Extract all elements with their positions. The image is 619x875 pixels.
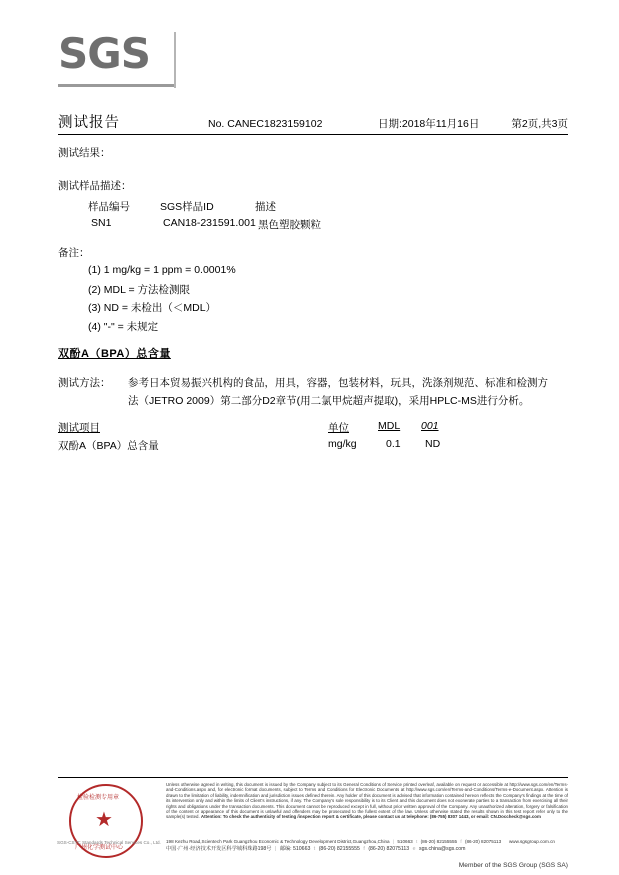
attention-text: Attention: To check the authenticity of testing /inspection report & certificate, please contact us at telephone: (86-755) 8307 1443, or email: CN.Doccheck@sgs.com [200,814,541,820]
method-line: 法（JETRO 2009）第二部分D2章节(用二氯甲烷超声提取)，采用HPLC-MS进行分析。 [128,395,530,407]
table-row [88,217,408,232]
separator: t [313,845,316,852]
separator: | [392,839,395,844]
results-label: 测试结果： [58,147,111,159]
method-label: 测试方法： [58,377,111,389]
method-line: 参考日本贸易振兴机构的食品，用具，容器，包装材料，玩具，洗涤剂规范、标准和检测方 [128,377,548,389]
footer-member-text: Member of the SGS Group (SGS SA) [458,862,568,869]
fax-en: (86-20) 82075113 [464,839,502,844]
report-number: No. CANEC1823159102 [208,118,323,130]
footer-divider [58,777,568,778]
note-item: (3) ND = 未检出（＜MDL） [88,302,217,314]
separator: t [416,839,418,844]
separator: | [274,845,277,852]
analyte-header-mdl: MDL [378,420,401,432]
disclaimer-text: Unless otherwise agreed in writing, this document is issued by the Company subject to its General Conditions of Service printed overleaf, available on request or accessible at http://www.sgs.com/en/Terms-and-Conditions.aspx and, for electronic format documents, subject to Terms and Conditions for Electronic Documents at http://www.sgs.com/en/Terms-and-Conditions/Terms-e-Document.aspx. Attention is drawn to the limitation of liability, indemnification and jurisdiction issues defined therein. Any holder of this document is advised that information contained hereon reflects the Company's findings at the time of its intervention only and within the limits of Client's instructions, if any. The Company's sole responsibility is to its Client and this document does not exonerate parties to a transaction from exercising all their rights and obligations under the transaction documents. This document cannot be reproduced except in full, without prior written approval of the Company. Any unauthorized alteration, forgery or falsification of the content or appearance of this document is unlawful and offenders may be prosecuted to the fullest extent of the law. Unless otherwise stated the results shown in this test report refer only to the sample(s) tested. [166,782,568,820]
fax-cn: (86-20) 82075113 [368,845,410,852]
header-divider [58,134,568,135]
note-item: (1) 1 mg/kg = 1 ppm = 0.0001% [88,264,236,276]
stamp-side-text-1: SGS-CSTC Standards Technical Services Co., Ltd. [57,840,161,845]
separator: f [460,839,462,844]
note-item: (2) MDL = 方法检测限 [88,284,190,296]
postcode-en: 510663 [397,839,413,844]
footer-address-cn-row [166,846,568,854]
sample-table-header-cell: 描述 [255,201,276,213]
address-cn: 中国·广州·经济技术开发区科学城科珠路198号 [166,845,272,852]
analyte-header-unit: 单位 [328,422,349,434]
stamp-top-text: 检验检测专用章 [77,795,120,801]
sample-table-header-cell: 样品编号 [88,201,130,213]
analyte-result: ND [425,438,441,450]
analyte-header-item: 测试项目 [58,422,100,434]
footer-address-en-row [166,838,568,846]
postcode-cn: 邮编: 510663 [279,845,311,852]
sample-description: 黑色塑胶颗粒 [258,219,321,231]
analyte-mdl: 0.1 [386,438,401,450]
tel-en: (86-20) 82155555 [420,839,458,844]
sample-table-header [88,199,375,214]
section-title-bpa: 双酚A（BPA）总含量 [58,348,171,360]
sgs-logo-text: SGS [58,29,150,78]
separator [502,839,507,844]
footer-disclaimer [166,782,568,820]
notes-label: 备注： [58,247,90,259]
page-title: 测试报告 [58,115,120,131]
separator: e [412,845,416,852]
sample-table-header-cell: SGS样品ID [160,201,214,213]
sgs-logo [58,29,178,78]
email[interactable]: sgs.china@sgs.com [418,845,466,852]
sample-id: CAN18-231591.001 [163,217,256,229]
official-stamp: 检验检测专用章 ★ 广州化学测试中心 SGS-CSTC Standards Technical Services Co., Ltd. [57,782,161,862]
tel-cn: (86-20) 82155555 [318,845,360,852]
logo-divider [174,32,176,88]
note-item: (4) "-" = 未规定 [88,321,159,333]
sample-no: SN1 [91,217,112,229]
footer-address-block [166,838,568,853]
separator: f [363,845,365,852]
website[interactable]: www.sgsgroup.com.cn [508,839,555,844]
address-en: 198 Kezhu Road,Scientech Park Guangzhou Economic & Technology Development District,Guangzhou,China [166,839,390,844]
analyte-header-sample: 001 [421,420,439,432]
analyte-name: 双酚A（BPA）总含量 [58,440,159,452]
analyte-unit: mg/kg [328,438,357,450]
logo-underline [58,84,174,87]
stamp-bottom-text: 广州化学测试中心 [75,845,124,851]
sample-description-label: 测试样品描述： [58,180,132,192]
report-header-row [58,111,568,132]
report-date: 日期:2018年11月16日 [378,118,480,130]
page-indicator: 第2页,共3页 [511,118,568,130]
